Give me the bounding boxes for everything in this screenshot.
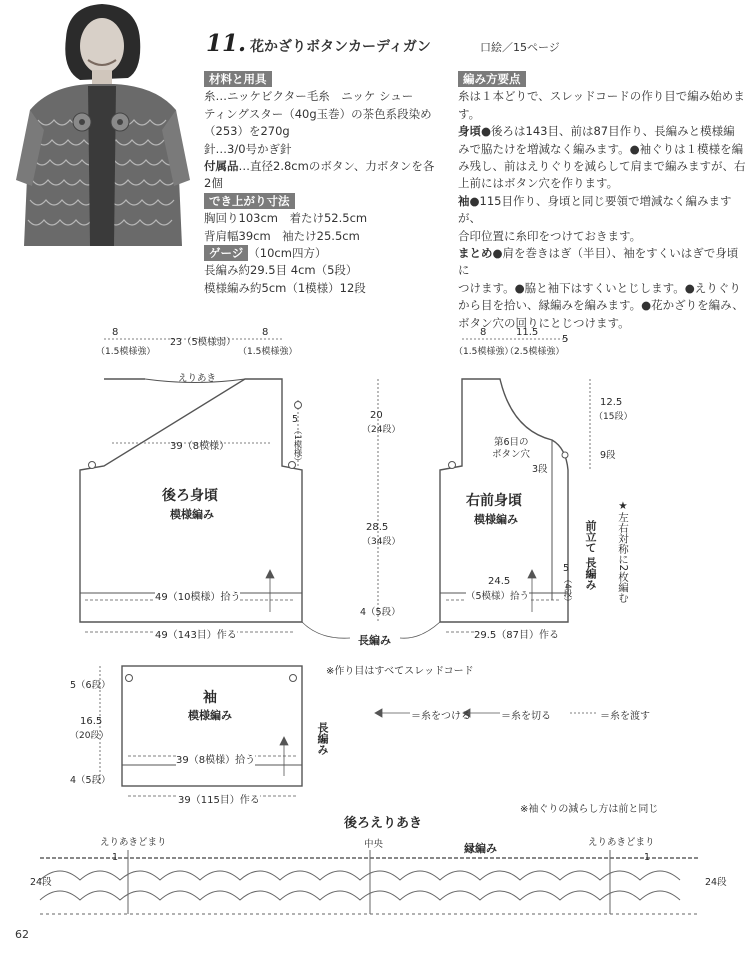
pattern-title: 花かざりボタンカーディガン [250,39,431,55]
back-dim-left: 8 [112,327,119,338]
front-buttonhole: 第6目の [494,437,529,448]
yarn-line-1: 糸…ニッケビクター毛糸 ニッケ シュー [204,89,414,104]
front-band-h: 5 [563,563,570,574]
instr-line: から目を拾い、縁編みを編みます。●花かざりを編み、 [458,298,744,313]
back-shoulder-drop: 5 [292,414,299,425]
sleeve-title: 袖 [203,690,217,706]
size-heading: でき上がり寸法 [204,193,295,209]
back-h-armhole: 20 [370,410,383,421]
back-pickup: 49（10模様）拾う [155,588,240,603]
instr-line: み残し、前はえりぐりを減らして肩まで編みますが、右 [458,159,746,174]
yarn-line-3: （253）を270g [204,124,290,139]
front-symmetry-note: ★左右対称に2枚編む [617,500,629,603]
instr-line: ●肩を巻きはぎ（半目）、袖をすくいはぎで身頃に [458,246,739,278]
chart-row1-right: 1 [644,852,651,863]
back-pattern: 模様編み [170,508,214,521]
gauge-heading: ゲージ [204,245,248,261]
instr-line: つけます。●脇と袖下はすくいとじします。●えりぐり [458,280,741,295]
legend-attach: ＝糸をつける [411,711,471,722]
instr-label-sleeve: 袖 [458,193,470,208]
front-dim-left-sub: （1.5模様強） [454,347,514,357]
sleeve-h-top: 5（6段） [70,680,111,691]
back-dim-right: 8 [262,327,269,338]
pattern-number: 11. [206,30,247,57]
front-band-label: 前立て 長編み [584,520,597,590]
back-dim-mid: 23（5模様弱） [170,337,236,348]
back-chest: 39（8模様） [170,441,230,452]
size-line-1: 胸回り103cm 着たけ52.5cm [204,211,368,226]
front-dim-mid-sub: （2.5模様強） [505,347,565,357]
instr-line: 合印位置に糸印をつけておきます。 [458,228,642,243]
back-cast-on: 49（143目）作る [155,626,237,641]
back-neck-label: えりあき [178,373,217,384]
page-reference: 口絵／15ページ [480,41,560,54]
chart-center: 中央 [364,839,384,850]
sleeve-cast-on: 39（115目）作る [178,791,260,806]
front-dim-mid: 11.5 [516,327,539,338]
instr-label-body: 身頃 [458,124,481,139]
chart-title: 後ろえりあき [344,816,423,831]
materials-heading: 材料と用具 [204,71,272,87]
gauge-line-2: 模様編み約5cm（1模様）12段 [204,280,366,295]
front-h-9: 9段 [600,450,616,461]
front-dim-right: 5 [562,334,569,345]
instructions-heading: 編み方要点 [458,71,526,87]
page-number: 62 [15,928,29,941]
front-pickup-sub: （5模様）拾う [466,588,529,602]
instr-line: ボタン穴の回りにとじつけます。 [458,315,630,330]
back-h-armhole-sub: （24段） [362,425,401,435]
front-dim-left: 8 [480,327,487,338]
sleeve-pattern: 模様編み [188,709,232,722]
chart-row1-left: 1 [112,852,119,863]
instr-line: ●115目作り、身頃と同じ要領で増減なく編みますが、 [458,193,732,226]
needle-line: 針…3/0号かぎ針 [204,141,292,156]
back-dim-right-sub: （1.5模様強） [238,347,298,357]
yarn-line-2: ティングスター（40g玉巻）の茶色系段染め [204,106,432,121]
gauge-unit: （10cm四方） [248,246,327,261]
gauge-line-1: 長編み約29.5目 4cm（5段） [204,263,358,278]
sleeve-band-label: 長編み [316,722,329,755]
instr-label-finish: まとめ [458,246,493,261]
parts-label: 付属品 [204,159,239,174]
note-thread-cord: ※作り目はすべてスレッドコード [326,666,474,677]
hem-label: 長編み [358,634,391,647]
chart-left-stop: えりあきどまり [100,837,167,848]
sleeve-h-bottom: 4（5段） [70,775,111,786]
back-h-body: 28.5 [366,522,389,533]
front-pickup: 24.5 [488,576,511,587]
sleeve-h-mid-sub: （20段） [70,731,109,741]
front-title: 右前身頃 [466,493,522,509]
front-cast-on: 29.5（87目）作る [474,626,559,641]
size-line-2: 背肩幅39cm 袖たけ25.5cm [204,228,360,243]
chart-rows-right: 24段 [705,877,727,888]
front-h-neck: 12.5 [600,397,623,408]
chart-edge-label: 縁編み [464,842,497,855]
note-armhole: ※袖ぐりの減らし方は前と同じ [520,804,659,815]
front-h-neck-sub: （15段） [594,412,633,422]
back-shoulder-drop-sub: （1模様） [292,426,302,466]
parts-line-2: 2個 [204,176,223,191]
back-dim-left-sub: （1.5模様強） [96,347,156,357]
front-buttonhole-rows: 3段 [532,464,548,475]
front-pattern: 模様編み [474,513,518,526]
instr-line: ●後ろは143目、前は87目作り、長編みと模様編 [481,124,735,139]
legend-pass: ＝糸を渡す [600,711,650,722]
parts-line-1: …直径2.8cmのボタン、力ボタンを各 [238,159,435,174]
back-title: 後ろ身頃 [162,488,218,504]
instr-line: 上前にはボタン穴を作ります。 [458,176,619,191]
sleeve-pickup: 39（8模様）拾う [176,751,255,766]
instr-line: 糸は１本どりで、スレッドコードの作り目で編み始めます。 [458,89,745,121]
chart-right-stop: えりあきどまり [588,837,655,848]
front-band-h-sub: （4段） [562,575,572,606]
back-h-hem: 4（5段） [360,607,401,618]
sleeve-h-mid: 16.5 [80,716,103,727]
front-buttonhole-2: ボタン穴 [492,449,531,460]
chart-rows-left: 24段 [30,877,52,888]
legend-cut: ＝糸を切る [501,711,551,722]
back-h-body-sub: （34段） [362,537,401,547]
instr-line: みで脇たけを増減なく編みます。●袖ぐりは１模様を編 [458,141,744,156]
